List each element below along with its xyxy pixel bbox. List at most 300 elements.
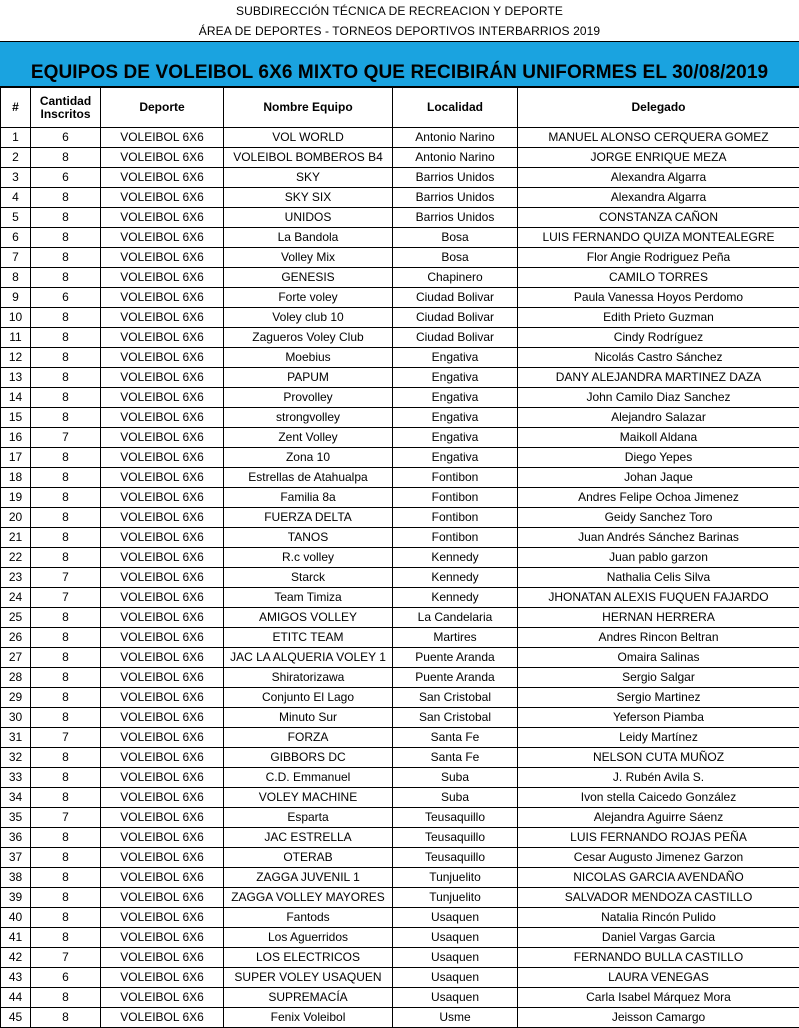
cell-number: 3 <box>1 168 31 188</box>
cell-cantidad: 8 <box>31 548 101 568</box>
table-row <box>1 168 799 188</box>
cell-localidad: Engativa <box>393 448 518 468</box>
cell-number: 18 <box>1 468 31 488</box>
table-row <box>1 688 799 708</box>
cell-deporte: VOLEIBOL 6X6 <box>101 968 224 988</box>
cell-deporte: VOLEIBOL 6X6 <box>101 728 224 748</box>
cell-localidad: Tunjuelito <box>393 888 518 908</box>
cell-delegado: NICOLAS GARCIA AVENDAÑO <box>518 868 799 888</box>
cell-deporte: VOLEIBOL 6X6 <box>101 768 224 788</box>
cell-deporte: VOLEIBOL 6X6 <box>101 248 224 268</box>
cell-localidad: Bosa <box>393 228 518 248</box>
cell-number: 31 <box>1 728 31 748</box>
title-banner <box>0 41 799 87</box>
cell-cantidad: 8 <box>31 508 101 528</box>
cell-delegado: Alexandra Algarra <box>518 188 799 208</box>
cell-number: 23 <box>1 568 31 588</box>
cell-cantidad: 8 <box>31 828 101 848</box>
cell-number: 26 <box>1 628 31 648</box>
cell-localidad: Ciudad Bolivar <box>393 288 518 308</box>
cell-deporte: VOLEIBOL 6X6 <box>101 988 224 1008</box>
cell-number: 32 <box>1 748 31 768</box>
table-row <box>1 608 799 628</box>
cell-nombre-equipo: FUERZA DELTA <box>224 508 393 528</box>
cell-delegado: Juan pablo garzon <box>518 548 799 568</box>
cell-nombre-equipo: VOLEIBOL BOMBEROS B4 <box>224 148 393 168</box>
cell-deporte: VOLEIBOL 6X6 <box>101 488 224 508</box>
cell-localidad: Usaquen <box>393 908 518 928</box>
cell-delegado: Leidy Martínez <box>518 728 799 748</box>
cell-nombre-equipo: GIBBORS DC <box>224 748 393 768</box>
cell-cantidad: 8 <box>31 888 101 908</box>
cell-delegado: Cesar Augusto Jimenez Garzon <box>518 848 799 868</box>
table-row <box>1 288 799 308</box>
cell-localidad: Usme <box>393 1008 518 1028</box>
cell-localidad: Engativa <box>393 368 518 388</box>
cell-localidad: Ciudad Bolivar <box>393 328 518 348</box>
cell-deporte: VOLEIBOL 6X6 <box>101 508 224 528</box>
cell-nombre-equipo: GENESIS <box>224 268 393 288</box>
cell-cantidad: 8 <box>31 348 101 368</box>
cell-nombre-equipo: Minuto Sur <box>224 708 393 728</box>
table-row <box>1 308 799 328</box>
cell-delegado: Edith Prieto Guzman <box>518 308 799 328</box>
cell-localidad: Santa Fe <box>393 728 518 748</box>
cell-number: 37 <box>1 848 31 868</box>
table-row <box>1 388 799 408</box>
cell-number: 2 <box>1 148 31 168</box>
cell-number: 22 <box>1 548 31 568</box>
header-line-1: SUBDIRECCIÓN TÉCNICA DE RECREACION Y DEPORTE <box>0 0 799 21</box>
cell-cantidad: 6 <box>31 968 101 988</box>
cell-cantidad: 8 <box>31 708 101 728</box>
cell-cantidad: 7 <box>31 568 101 588</box>
cell-delegado: Johan Jaque <box>518 468 799 488</box>
cell-cantidad: 8 <box>31 148 101 168</box>
cell-delegado: Flor Angie Rodriguez Peña <box>518 248 799 268</box>
table-row <box>1 668 799 688</box>
cell-deporte: VOLEIBOL 6X6 <box>101 208 224 228</box>
cell-cantidad: 8 <box>31 488 101 508</box>
cell-localidad: Santa Fe <box>393 748 518 768</box>
cell-nombre-equipo: AMIGOS VOLLEY <box>224 608 393 628</box>
cell-cantidad: 6 <box>31 128 101 148</box>
cell-deporte: VOLEIBOL 6X6 <box>101 548 224 568</box>
cell-localidad: Fontibon <box>393 468 518 488</box>
cell-deporte: VOLEIBOL 6X6 <box>101 128 224 148</box>
cell-cantidad: 8 <box>31 1008 101 1028</box>
table-row <box>1 548 799 568</box>
cell-delegado: Juan Andrés Sánchez Barinas <box>518 528 799 548</box>
cell-localidad: Tunjuelito <box>393 868 518 888</box>
cell-deporte: VOLEIBOL 6X6 <box>101 668 224 688</box>
cell-number: 39 <box>1 888 31 908</box>
cell-cantidad: 8 <box>31 448 101 468</box>
cell-cantidad: 8 <box>31 908 101 928</box>
cell-number: 20 <box>1 508 31 528</box>
cell-delegado: Maikoll Aldana <box>518 428 799 448</box>
cell-deporte: VOLEIBOL 6X6 <box>101 308 224 328</box>
cell-cantidad: 8 <box>31 928 101 948</box>
cell-deporte: VOLEIBOL 6X6 <box>101 168 224 188</box>
cell-nombre-equipo: UNIDOS <box>224 208 393 228</box>
cell-delegado: LUIS FERNANDO ROJAS PEÑA <box>518 828 799 848</box>
cell-deporte: VOLEIBOL 6X6 <box>101 468 224 488</box>
column-header-nombre-equipo: Nombre Equipo <box>224 88 393 128</box>
cell-number: 6 <box>1 228 31 248</box>
cell-number: 30 <box>1 708 31 728</box>
cell-delegado: Ivon stella Caicedo González <box>518 788 799 808</box>
cell-cantidad: 8 <box>31 648 101 668</box>
cell-number: 8 <box>1 268 31 288</box>
cell-localidad: Suba <box>393 788 518 808</box>
cell-number: 12 <box>1 348 31 368</box>
cell-nombre-equipo: ZAGGA VOLLEY MAYORES <box>224 888 393 908</box>
cell-deporte: VOLEIBOL 6X6 <box>101 888 224 908</box>
cell-number: 36 <box>1 828 31 848</box>
cell-number: 40 <box>1 908 31 928</box>
cell-nombre-equipo: TANOS <box>224 528 393 548</box>
cell-delegado: Omaira Salinas <box>518 648 799 668</box>
cell-deporte: VOLEIBOL 6X6 <box>101 928 224 948</box>
cell-nombre-equipo: Voley club 10 <box>224 308 393 328</box>
cell-nombre-equipo: R.c volley <box>224 548 393 568</box>
cell-localidad: Usaquen <box>393 988 518 1008</box>
cell-delegado: Andres Rincon Beltran <box>518 628 799 648</box>
cell-localidad: Ciudad Bolivar <box>393 308 518 328</box>
table-row <box>1 228 799 248</box>
cell-localidad: Engativa <box>393 428 518 448</box>
cell-nombre-equipo: Zagueros Voley Club <box>224 328 393 348</box>
cell-nombre-equipo: La Bandola <box>224 228 393 248</box>
cell-cantidad: 8 <box>31 308 101 328</box>
cell-localidad: Chapinero <box>393 268 518 288</box>
cell-nombre-equipo: Volley Mix <box>224 248 393 268</box>
cell-cantidad: 8 <box>31 628 101 648</box>
cell-localidad: Kennedy <box>393 568 518 588</box>
cell-delegado: DANY ALEJANDRA MARTINEZ DAZA <box>518 368 799 388</box>
cell-nombre-equipo: LOS ELECTRICOS <box>224 948 393 968</box>
cell-number: 41 <box>1 928 31 948</box>
cell-localidad: Usaquen <box>393 968 518 988</box>
table-row <box>1 928 799 948</box>
table-row <box>1 188 799 208</box>
cell-deporte: VOLEIBOL 6X6 <box>101 748 224 768</box>
table-row <box>1 468 799 488</box>
cell-deporte: VOLEIBOL 6X6 <box>101 388 224 408</box>
cell-cantidad: 8 <box>31 688 101 708</box>
cell-cantidad: 8 <box>31 368 101 388</box>
table-row <box>1 508 799 528</box>
cell-cantidad: 8 <box>31 328 101 348</box>
cell-delegado: Alexandra Algarra <box>518 168 799 188</box>
cell-deporte: VOLEIBOL 6X6 <box>101 868 224 888</box>
table-body <box>1 128 799 1028</box>
cell-deporte: VOLEIBOL 6X6 <box>101 568 224 588</box>
table-row <box>1 368 799 388</box>
cell-nombre-equipo: ETITC TEAM <box>224 628 393 648</box>
cell-deporte: VOLEIBOL 6X6 <box>101 528 224 548</box>
cell-deporte: VOLEIBOL 6X6 <box>101 428 224 448</box>
cell-number: 5 <box>1 208 31 228</box>
cell-delegado: Nicolás Castro Sánchez <box>518 348 799 368</box>
cell-delegado: NELSON CUTA MUÑOZ <box>518 748 799 768</box>
cell-delegado: Diego Yepes <box>518 448 799 468</box>
cell-deporte: VOLEIBOL 6X6 <box>101 948 224 968</box>
cell-nombre-equipo: OTERAB <box>224 848 393 868</box>
cell-delegado: Jeisson Camargo <box>518 1008 799 1028</box>
cell-cantidad: 8 <box>31 468 101 488</box>
cell-cantidad: 8 <box>31 388 101 408</box>
table-row <box>1 348 799 368</box>
cell-number: 4 <box>1 188 31 208</box>
cell-number: 45 <box>1 1008 31 1028</box>
cell-nombre-equipo: Forte voley <box>224 288 393 308</box>
cell-delegado: LUIS FERNANDO QUIZA MONTEALEGRE <box>518 228 799 248</box>
table-row <box>1 648 799 668</box>
cell-nombre-equipo: SKY SIX <box>224 188 393 208</box>
cell-number: 28 <box>1 668 31 688</box>
cell-nombre-equipo: Team Timiza <box>224 588 393 608</box>
cell-deporte: VOLEIBOL 6X6 <box>101 348 224 368</box>
cell-cantidad: 8 <box>31 668 101 688</box>
cell-nombre-equipo: Provolley <box>224 388 393 408</box>
cell-nombre-equipo: Starck <box>224 568 393 588</box>
cell-localidad: Teusaquillo <box>393 828 518 848</box>
cell-cantidad: 8 <box>31 408 101 428</box>
table-row <box>1 988 799 1008</box>
cell-cantidad: 8 <box>31 248 101 268</box>
cell-nombre-equipo: SKY <box>224 168 393 188</box>
cell-deporte: VOLEIBOL 6X6 <box>101 1008 224 1028</box>
table-row <box>1 408 799 428</box>
table-row <box>1 128 799 148</box>
cell-deporte: VOLEIBOL 6X6 <box>101 628 224 648</box>
cell-nombre-equipo: Estrellas de Atahualpa <box>224 468 393 488</box>
cell-deporte: VOLEIBOL 6X6 <box>101 328 224 348</box>
cell-number: 43 <box>1 968 31 988</box>
cell-deporte: VOLEIBOL 6X6 <box>101 648 224 668</box>
cell-delegado: FERNANDO BULLA CASTILLO <box>518 948 799 968</box>
table-row <box>1 148 799 168</box>
cell-number: 1 <box>1 128 31 148</box>
cell-delegado: LAURA VENEGAS <box>518 968 799 988</box>
cell-localidad: Engativa <box>393 348 518 368</box>
table-header-row <box>1 88 799 128</box>
column-header-localidad: Localidad <box>393 88 518 128</box>
table-row <box>1 828 799 848</box>
table-row <box>1 968 799 988</box>
cell-deporte: VOLEIBOL 6X6 <box>101 188 224 208</box>
table-row <box>1 528 799 548</box>
cell-number: 10 <box>1 308 31 328</box>
cell-localidad: Teusaquillo <box>393 808 518 828</box>
table-row <box>1 808 799 828</box>
table-row <box>1 888 799 908</box>
cell-number: 17 <box>1 448 31 468</box>
cell-nombre-equipo: VOLEY MACHINE <box>224 788 393 808</box>
cell-number: 34 <box>1 788 31 808</box>
cell-nombre-equipo: Esparta <box>224 808 393 828</box>
cell-delegado: Yeferson Piamba <box>518 708 799 728</box>
cell-deporte: VOLEIBOL 6X6 <box>101 148 224 168</box>
table-row <box>1 568 799 588</box>
cell-localidad: Teusaquillo <box>393 848 518 868</box>
cell-delegado: Natalia Rincón Pulido <box>518 908 799 928</box>
cell-nombre-equipo: Shiratorizawa <box>224 668 393 688</box>
cell-delegado: Geidy Sanchez Toro <box>518 508 799 528</box>
cell-localidad: Engativa <box>393 388 518 408</box>
cell-number: 16 <box>1 428 31 448</box>
cell-nombre-equipo: Los Aguerridos <box>224 928 393 948</box>
cell-cantidad: 8 <box>31 848 101 868</box>
cell-number: 13 <box>1 368 31 388</box>
cell-cantidad: 8 <box>31 228 101 248</box>
cell-cantidad: 6 <box>31 168 101 188</box>
cell-localidad: Kennedy <box>393 588 518 608</box>
cell-localidad: Usaquen <box>393 928 518 948</box>
cell-deporte: VOLEIBOL 6X6 <box>101 588 224 608</box>
cell-nombre-equipo: SUPREMACÍA <box>224 988 393 1008</box>
cell-localidad: San Cristobal <box>393 688 518 708</box>
cell-number: 35 <box>1 808 31 828</box>
cell-localidad: Bosa <box>393 248 518 268</box>
cell-nombre-equipo: FORZA <box>224 728 393 748</box>
table-row <box>1 708 799 728</box>
cell-number: 44 <box>1 988 31 1008</box>
cell-localidad: Antonio Narino <box>393 128 518 148</box>
cell-deporte: VOLEIBOL 6X6 <box>101 448 224 468</box>
cell-delegado: JORGE ENRIQUE MEZA <box>518 148 799 168</box>
cell-deporte: VOLEIBOL 6X6 <box>101 908 224 928</box>
cell-delegado: Daniel Vargas Garcia <box>518 928 799 948</box>
table-row <box>1 448 799 468</box>
table-row <box>1 948 799 968</box>
cell-delegado: Cindy Rodríguez <box>518 328 799 348</box>
column-header-number: # <box>1 88 31 128</box>
cell-nombre-equipo: SUPER VOLEY USAQUEN <box>224 968 393 988</box>
cell-cantidad: 7 <box>31 428 101 448</box>
cell-number: 25 <box>1 608 31 628</box>
cell-localidad: Fontibon <box>393 528 518 548</box>
cell-cantidad: 7 <box>31 948 101 968</box>
cell-delegado: J. Rubén Avila S. <box>518 768 799 788</box>
cell-deporte: VOLEIBOL 6X6 <box>101 708 224 728</box>
cell-delegado: Nathalia Celis Silva <box>518 568 799 588</box>
cell-localidad: La Candelaria <box>393 608 518 628</box>
cell-localidad: Fontibon <box>393 488 518 508</box>
cell-delegado: Sergio Martinez <box>518 688 799 708</box>
cell-nombre-equipo: C.D. Emmanuel <box>224 768 393 788</box>
cell-delegado: CONSTANZA CAÑON <box>518 208 799 228</box>
cell-localidad: Puente Aranda <box>393 648 518 668</box>
cell-number: 29 <box>1 688 31 708</box>
cell-deporte: VOLEIBOL 6X6 <box>101 408 224 428</box>
cell-delegado: Alejandro Salazar <box>518 408 799 428</box>
cell-delegado: John Camilo Diaz Sanchez <box>518 388 799 408</box>
cell-cantidad: 8 <box>31 768 101 788</box>
cell-localidad: Martires <box>393 628 518 648</box>
cell-number: 19 <box>1 488 31 508</box>
table-row <box>1 628 799 648</box>
cell-number: 15 <box>1 408 31 428</box>
cell-cantidad: 7 <box>31 588 101 608</box>
cell-number: 24 <box>1 588 31 608</box>
cell-number: 27 <box>1 648 31 668</box>
cell-nombre-equipo: ZAGGA JUVENIL 1 <box>224 868 393 888</box>
cell-delegado: SALVADOR MENDOZA CASTILLO <box>518 888 799 908</box>
cell-nombre-equipo: Zent Volley <box>224 428 393 448</box>
cell-cantidad: 8 <box>31 188 101 208</box>
cell-deporte: VOLEIBOL 6X6 <box>101 688 224 708</box>
cell-cantidad: 8 <box>31 748 101 768</box>
cell-localidad: Suba <box>393 768 518 788</box>
column-header-delegado: Delegado <box>518 88 799 128</box>
cell-deporte: VOLEIBOL 6X6 <box>101 608 224 628</box>
table-row <box>1 488 799 508</box>
cell-deporte: VOLEIBOL 6X6 <box>101 828 224 848</box>
cell-nombre-equipo: Moebius <box>224 348 393 368</box>
cell-delegado: HERNAN HERRERA <box>518 608 799 628</box>
cell-cantidad: 7 <box>31 808 101 828</box>
table-row <box>1 248 799 268</box>
cell-number: 38 <box>1 868 31 888</box>
cell-delegado: MANUEL ALONSO CERQUERA GOMEZ <box>518 128 799 148</box>
cell-nombre-equipo: Zona 10 <box>224 448 393 468</box>
cell-localidad: Usaquen <box>393 948 518 968</box>
cell-localidad: Engativa <box>393 408 518 428</box>
cell-cantidad: 8 <box>31 268 101 288</box>
cell-delegado: CAMILO TORRES <box>518 268 799 288</box>
cell-nombre-equipo: JAC ESTRELLA <box>224 828 393 848</box>
table-row <box>1 868 799 888</box>
header-line-2: ÁREA DE DEPORTES - TORNEOS DEPORTIVOS INTERBARRIOS 2019 <box>0 21 799 41</box>
cell-nombre-equipo: Familia 8a <box>224 488 393 508</box>
cell-deporte: VOLEIBOL 6X6 <box>101 288 224 308</box>
cell-number: 9 <box>1 288 31 308</box>
cell-nombre-equipo: Conjunto El Lago <box>224 688 393 708</box>
cell-cantidad: 8 <box>31 988 101 1008</box>
cell-delegado: Andres Felipe Ochoa Jimenez <box>518 488 799 508</box>
cell-nombre-equipo: Fantods <box>224 908 393 928</box>
cell-localidad: San Cristobal <box>393 708 518 728</box>
cell-localidad: Barrios Unidos <box>393 188 518 208</box>
table-row <box>1 328 799 348</box>
table-row <box>1 848 799 868</box>
table-row <box>1 768 799 788</box>
cell-nombre-equipo: JAC LA ALQUERIA VOLEY 1 <box>224 648 393 668</box>
cell-delegado: Sergio Salgar <box>518 668 799 688</box>
cell-number: 11 <box>1 328 31 348</box>
table-row <box>1 788 799 808</box>
cell-cantidad: 8 <box>31 868 101 888</box>
cell-localidad: Barrios Unidos <box>393 168 518 188</box>
cell-cantidad: 7 <box>31 728 101 748</box>
table-row <box>1 728 799 748</box>
cell-localidad: Puente Aranda <box>393 668 518 688</box>
cell-localidad: Kennedy <box>393 548 518 568</box>
cell-cantidad: 8 <box>31 788 101 808</box>
cell-deporte: VOLEIBOL 6X6 <box>101 268 224 288</box>
cell-number: 7 <box>1 248 31 268</box>
column-header-cantidad: Cantidad Inscritos <box>31 88 101 128</box>
cell-delegado: Carla Isabel Márquez Mora <box>518 988 799 1008</box>
table-row <box>1 268 799 288</box>
cell-nombre-equipo: strongvolley <box>224 408 393 428</box>
cell-deporte: VOLEIBOL 6X6 <box>101 788 224 808</box>
page-title: EQUIPOS DE VOLEIBOL 6X6 MIXTO QUE RECIBIRÁN UNIFORMES EL 30/08/2019 <box>0 60 799 86</box>
column-header-deporte: Deporte <box>101 88 224 128</box>
